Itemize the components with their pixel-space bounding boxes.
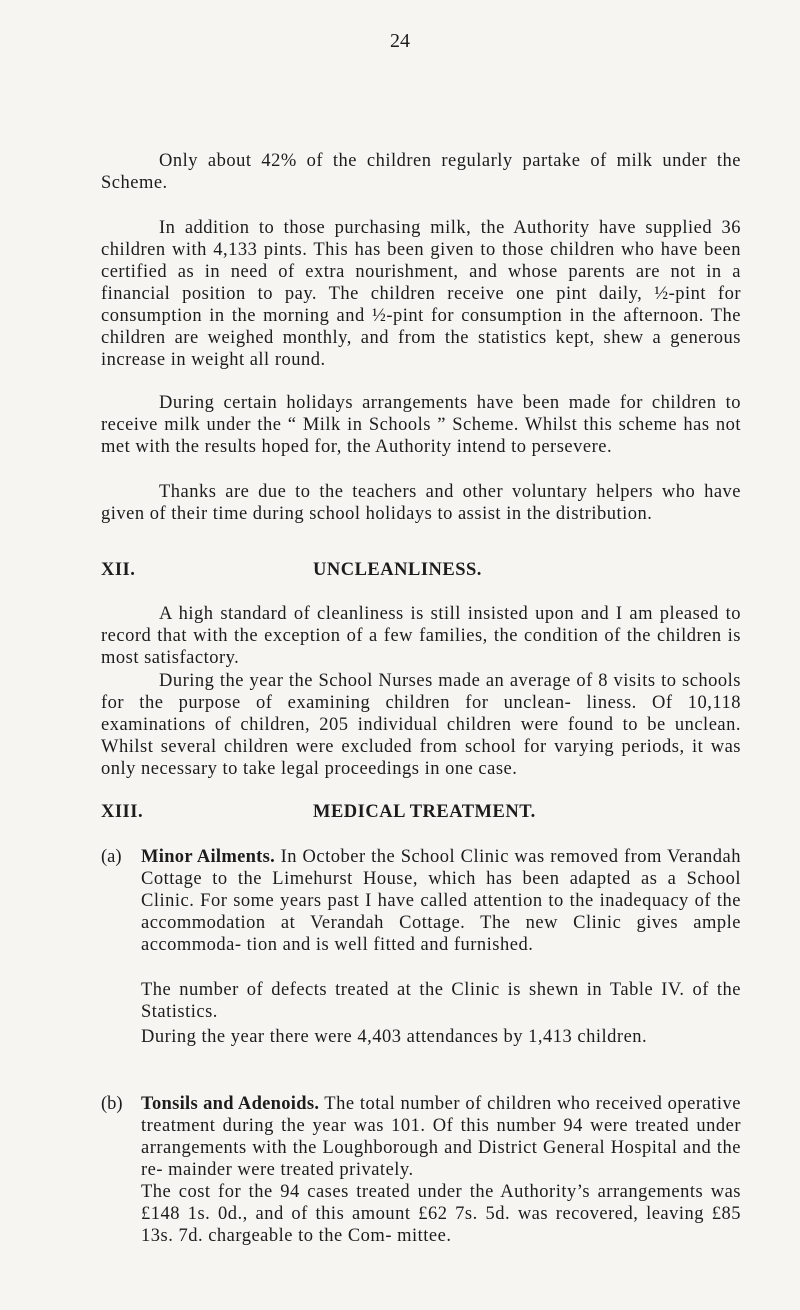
- paragraph-operation-costs: The cost for the 94 cases treated under the Authority’s arrangements was £148 1s. 0d., and of this amount £62 7s. 5d. was recovered, leaving £85 13s. 7d. chargeable to the Com- mittee.: [141, 1182, 741, 1246]
- page-number: 24: [390, 30, 410, 52]
- section-heading-medical-treatment: [101, 802, 741, 823]
- section-title: MEDICAL TREATMENT.: [313, 802, 536, 822]
- item-lead-minor-ailments: Minor Ailments.: [141, 847, 276, 867]
- item-label-b: (b): [101, 1094, 123, 1114]
- paragraph-thanks: Thanks are due to the teachers and other voluntary helpers who have given of their time during school holidays to assist in the distribution.: [101, 482, 741, 524]
- paragraph-cleanliness-standard: A high standard of cleanliness is still insisted upon and I am pleased to record that with the exception of a few families, the condition of the children is most satisfactory.: [101, 604, 741, 668]
- paragraph-defects-treated: The number of defects treated at the Clinic is shewn in Table IV. of the Statistics.: [141, 980, 741, 1022]
- paragraph-attendances: During the year there were 4,403 attendances by 1,413 children.: [141, 1027, 648, 1047]
- section-number: XII.: [101, 560, 136, 580]
- item-lead-tonsils-adenoids: Tonsils and Adenoids.: [141, 1094, 320, 1114]
- paragraph-minor-ailments: [141, 846, 741, 956]
- section-title: UNCLEANLINESS.: [313, 560, 482, 580]
- item-text-minor-ailments: In October the School Clinic was removed from Verandah Cottage to the Limehurst House, which has been adapted as a School Clinic. For some years past I have called attention to the inadequacy of the accommodation at Verandah Cottage. The new Clinic gives ample accommoda- tion and is well fitted and furnished.: [141, 847, 741, 955]
- section-number: XIII.: [101, 802, 144, 822]
- paragraph-free-milk: In addition to those purchasing milk, the Authority have supplied 36 children with 4,133 pints. This has been given to those children who have been certified as in need of extra nourishment, and whose parents are not in a financial position to pay. The children receive one pint daily, ½-pint for consumption in the morning and ½-pint for consumption in the afternoon. The children are weighed monthly, and from the statistics kept, shew a generous increase in weight all round.: [101, 218, 741, 370]
- paragraph-nurse-visits: During the year the School Nurses made an average of 8 visits to schools for the purpose of examining children for unclean- liness. Of 10,118 examinations of children, 205 individual children were found to be unclean. Whilst several children were excluded from school for varying periods, it was only necessary to take legal proceedings in one case.: [101, 671, 741, 779]
- paragraph-tonsils-adenoids: [141, 1093, 741, 1181]
- paragraph-milk-uptake: Only about 42% of the children regularly partake of milk under the Scheme.: [101, 151, 741, 193]
- item-text-tonsils-adenoids: The total number of children who received operative treatment during the year was 101. Of this number 94 were treated under arrangements with the Loughborough and District General Hospital and the re- mainder were treated privately.: [141, 1094, 742, 1180]
- item-label-a: (a): [101, 847, 122, 867]
- section-heading-uncleanliness: [101, 560, 741, 581]
- paragraph-holiday-milk: During certain holidays arrangements have been made for children to receive milk under the “ Milk in Schools ” Scheme. Whilst this scheme has not met with the results hoped for, the Authority intend to persevere.: [101, 393, 741, 457]
